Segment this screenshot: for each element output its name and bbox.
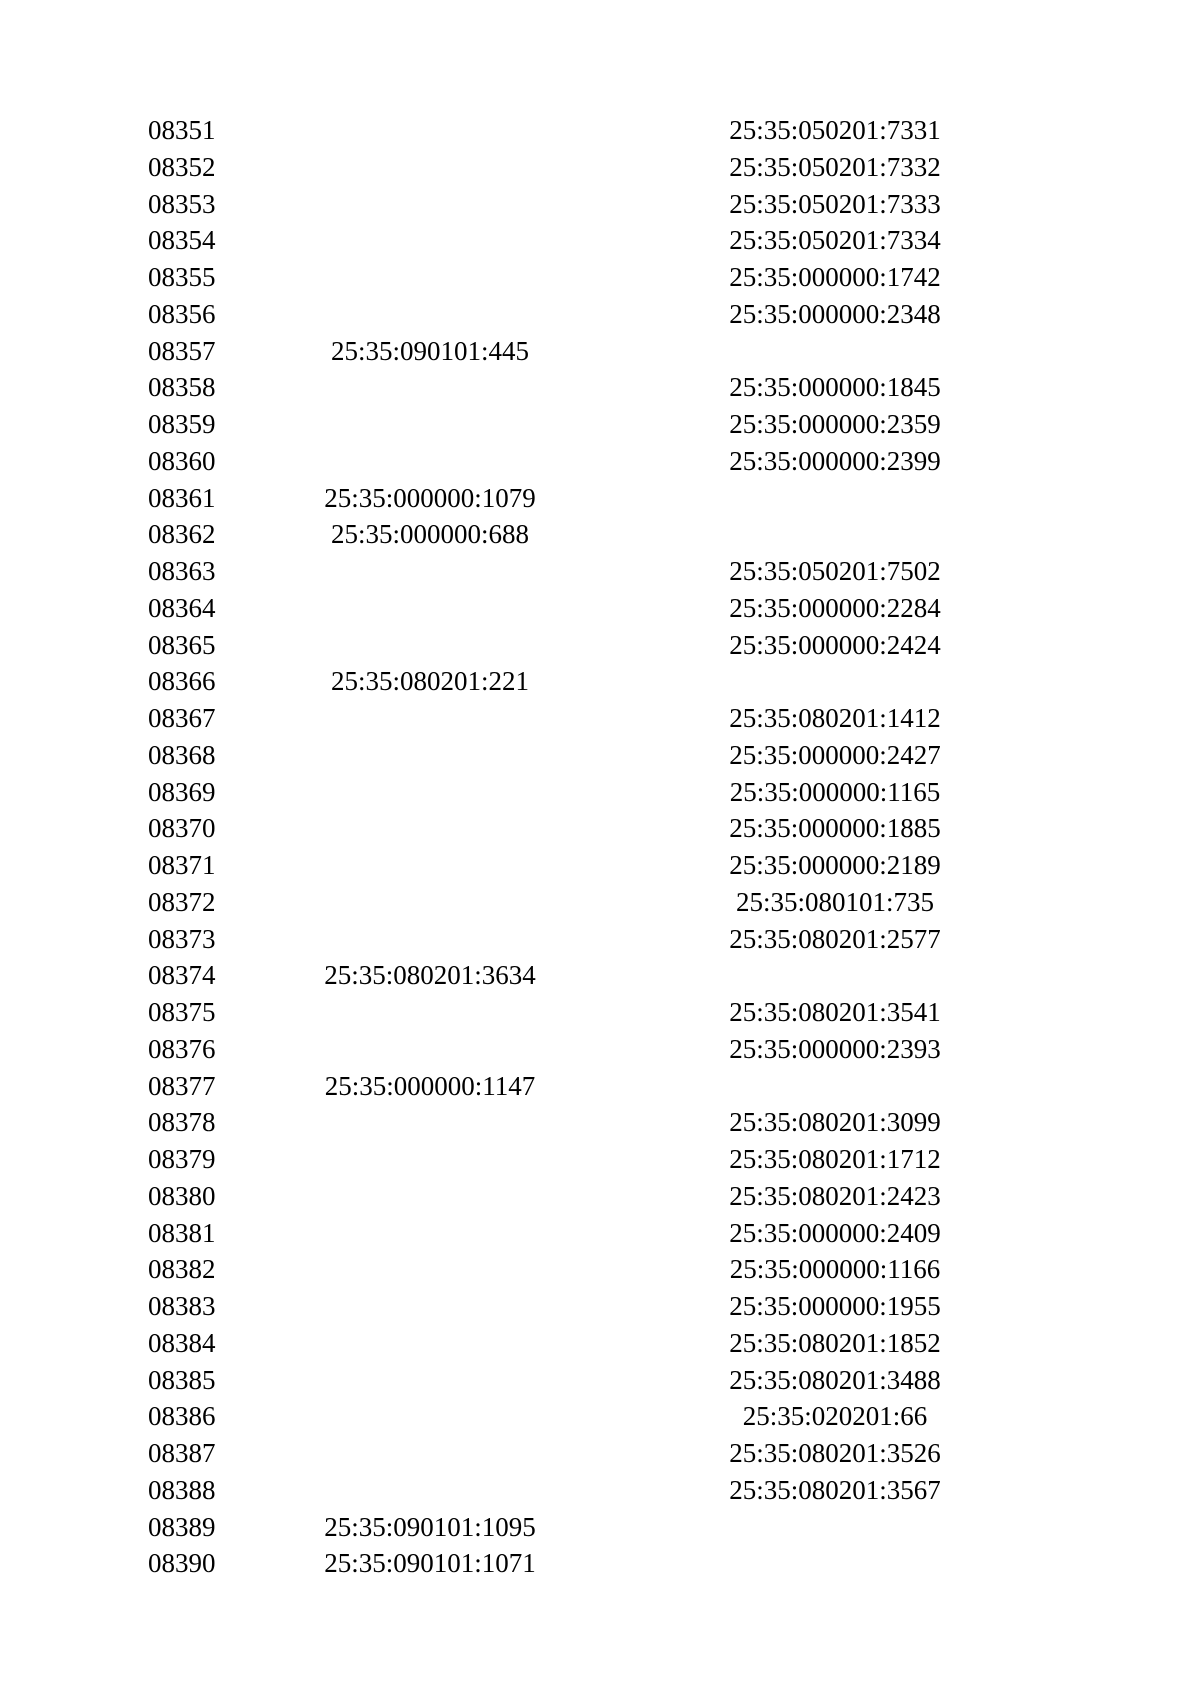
cadastral-number-left: 25:35:090101:445 <box>330 335 529 366</box>
cadastral-number-right: 25:35:050201:7334 <box>729 225 941 256</box>
row-number: 08355 <box>148 262 216 292</box>
table-row <box>0 737 1200 774</box>
row-number: 08378 <box>148 1107 216 1138</box>
table-row <box>0 369 1200 406</box>
row-number: 08369 <box>148 776 216 807</box>
table-row <box>0 847 1200 884</box>
row-number: 08381 <box>148 1217 216 1248</box>
table-row <box>0 222 1200 259</box>
cadastral-number-right: 25:35:000000:2409 <box>729 1217 941 1248</box>
row-number: 08371 <box>148 850 216 880</box>
cadastral-number-right: 25:35:000000:2348 <box>729 298 941 329</box>
row-number: 08385 <box>148 1364 216 1395</box>
cadastral-number-left: 25:35:080201:3634 <box>324 960 536 991</box>
cadastral-number-right: 25:35:000000:1885 <box>729 813 941 844</box>
row-number: 08357 <box>148 335 216 366</box>
table-row <box>0 1215 1200 1252</box>
cadastral-number-right: 25:35:080201:3567 <box>729 1474 941 1505</box>
row-number: 08352 <box>148 151 216 182</box>
cadastral-number-right: 25:35:080201:3541 <box>729 997 941 1027</box>
cadastral-number-right: 25:35:050201:7502 <box>729 556 941 586</box>
row-number: 08362 <box>148 519 216 550</box>
row-number: 08382 <box>148 1254 216 1285</box>
cadastral-number-left: 25:35:090101:1095 <box>324 1511 536 1542</box>
row-number: 08388 <box>148 1474 216 1505</box>
table-row <box>0 1472 1200 1509</box>
cadastral-number-right: 25:35:000000:1845 <box>729 372 941 403</box>
row-number: 08351 <box>148 115 216 145</box>
table-row <box>0 1288 1200 1325</box>
row-number: 08374 <box>148 960 216 991</box>
table-row <box>0 443 1200 480</box>
cadastral-number-left: 25:35:090101:1071 <box>324 1548 536 1579</box>
row-number: 08354 <box>148 225 216 256</box>
cadastral-number-right: 25:35:000000:2393 <box>729 1033 941 1064</box>
row-number: 08360 <box>148 445 216 476</box>
cadastral-number-right: 25:35:050201:7332 <box>729 151 941 182</box>
row-number: 08356 <box>148 298 216 329</box>
cadastral-number-right: 25:35:080201:3099 <box>729 1107 941 1138</box>
cadastral-number-right: 25:35:000000:2427 <box>729 739 941 770</box>
cadastral-number-right: 25:35:000000:1166 <box>729 1254 941 1285</box>
cadastral-number-right: 25:35:000000:2424 <box>729 629 941 660</box>
row-number: 08366 <box>148 666 216 697</box>
cadastral-number-right: 25:35:000000:1955 <box>729 1291 941 1321</box>
cadastral-number-right: 25:35:000000:2399 <box>729 445 941 476</box>
table-row <box>0 1068 1200 1105</box>
cadastral-number-right: 25:35:050201:7333 <box>729 188 941 219</box>
table-row <box>0 186 1200 223</box>
row-number: 08361 <box>148 482 216 513</box>
row-number: 08379 <box>148 1144 216 1174</box>
table-row <box>0 957 1200 994</box>
table-row <box>0 921 1200 958</box>
table-row <box>0 1362 1200 1399</box>
cadastral-number-right: 25:35:080201:2577 <box>729 923 941 954</box>
table-row <box>0 590 1200 627</box>
table-row <box>0 516 1200 553</box>
row-number: 08365 <box>148 629 216 660</box>
table-row <box>0 663 1200 700</box>
table-row <box>0 627 1200 664</box>
row-number: 08390 <box>148 1548 216 1579</box>
row-number: 08387 <box>148 1438 216 1468</box>
cadastral-number-right: 25:35:080201:3488 <box>729 1364 941 1395</box>
table-row <box>0 149 1200 186</box>
table-row <box>0 259 1200 296</box>
cadastral-number-right: 25:35:000000:2284 <box>729 592 941 623</box>
table-row <box>0 480 1200 517</box>
row-number: 08386 <box>148 1401 216 1432</box>
table-row <box>0 1141 1200 1178</box>
register-table <box>0 112 1200 1582</box>
row-number: 08377 <box>148 1070 216 1101</box>
table-row <box>0 1251 1200 1288</box>
cadastral-number-left: 25:35:000000:1147 <box>324 1070 536 1101</box>
table-row <box>0 553 1200 590</box>
row-number: 08370 <box>148 813 216 844</box>
row-number: 08389 <box>148 1511 216 1542</box>
cadastral-number-left: 25:35:000000:688 <box>330 519 529 550</box>
row-number: 08353 <box>148 188 216 219</box>
cadastral-number-left: 25:35:080201:221 <box>330 666 529 697</box>
row-number: 08372 <box>148 886 216 917</box>
cadastral-number-right: 25:35:080201:1852 <box>729 1327 941 1358</box>
cadastral-number-right: 25:35:080201:3526 <box>729 1438 941 1468</box>
cadastral-number-right: 25:35:080201:1712 <box>729 1144 941 1174</box>
table-row <box>0 810 1200 847</box>
row-number: 08364 <box>148 592 216 623</box>
table-row <box>0 1178 1200 1215</box>
table-row <box>0 1398 1200 1435</box>
cadastral-number-right: 25:35:000000:2359 <box>729 409 941 439</box>
table-row <box>0 1325 1200 1362</box>
row-number: 08363 <box>148 556 216 586</box>
table-row <box>0 884 1200 921</box>
row-number: 08384 <box>148 1327 216 1358</box>
row-number: 08373 <box>148 923 216 954</box>
row-number: 08368 <box>148 739 216 770</box>
table-row <box>0 1104 1200 1141</box>
row-number: 08367 <box>148 703 216 733</box>
table-row <box>0 333 1200 370</box>
table-row <box>0 700 1200 737</box>
table-row <box>0 1435 1200 1472</box>
table-row <box>0 774 1200 811</box>
row-number: 08375 <box>148 997 216 1027</box>
cadastral-number-right: 25:35:000000:1165 <box>729 776 941 807</box>
row-number: 08383 <box>148 1291 216 1321</box>
table-row <box>0 406 1200 443</box>
cadastral-number-right: 25:35:080101:735 <box>735 886 934 917</box>
cadastral-number-right: 25:35:000000:2189 <box>729 850 941 880</box>
row-number: 08359 <box>148 409 216 439</box>
row-number: 08376 <box>148 1033 216 1064</box>
cadastral-number-right: 25:35:080201:2423 <box>729 1180 941 1211</box>
row-number: 08380 <box>148 1180 216 1211</box>
table-row <box>0 1509 1200 1546</box>
cadastral-number-right: 25:35:050201:7331 <box>729 115 941 145</box>
table-row <box>0 1545 1200 1582</box>
cadastral-number-right: 25:35:080201:1412 <box>729 703 941 733</box>
cadastral-number-left: 25:35:000000:1079 <box>324 482 536 513</box>
table-row <box>0 296 1200 333</box>
cadastral-number-right: 25:35:020201:66 <box>742 1401 928 1432</box>
cadastral-number-right: 25:35:000000:1742 <box>729 262 941 292</box>
table-row <box>0 1031 1200 1068</box>
table-row <box>0 994 1200 1031</box>
row-number: 08358 <box>148 372 216 403</box>
table-row <box>0 112 1200 149</box>
